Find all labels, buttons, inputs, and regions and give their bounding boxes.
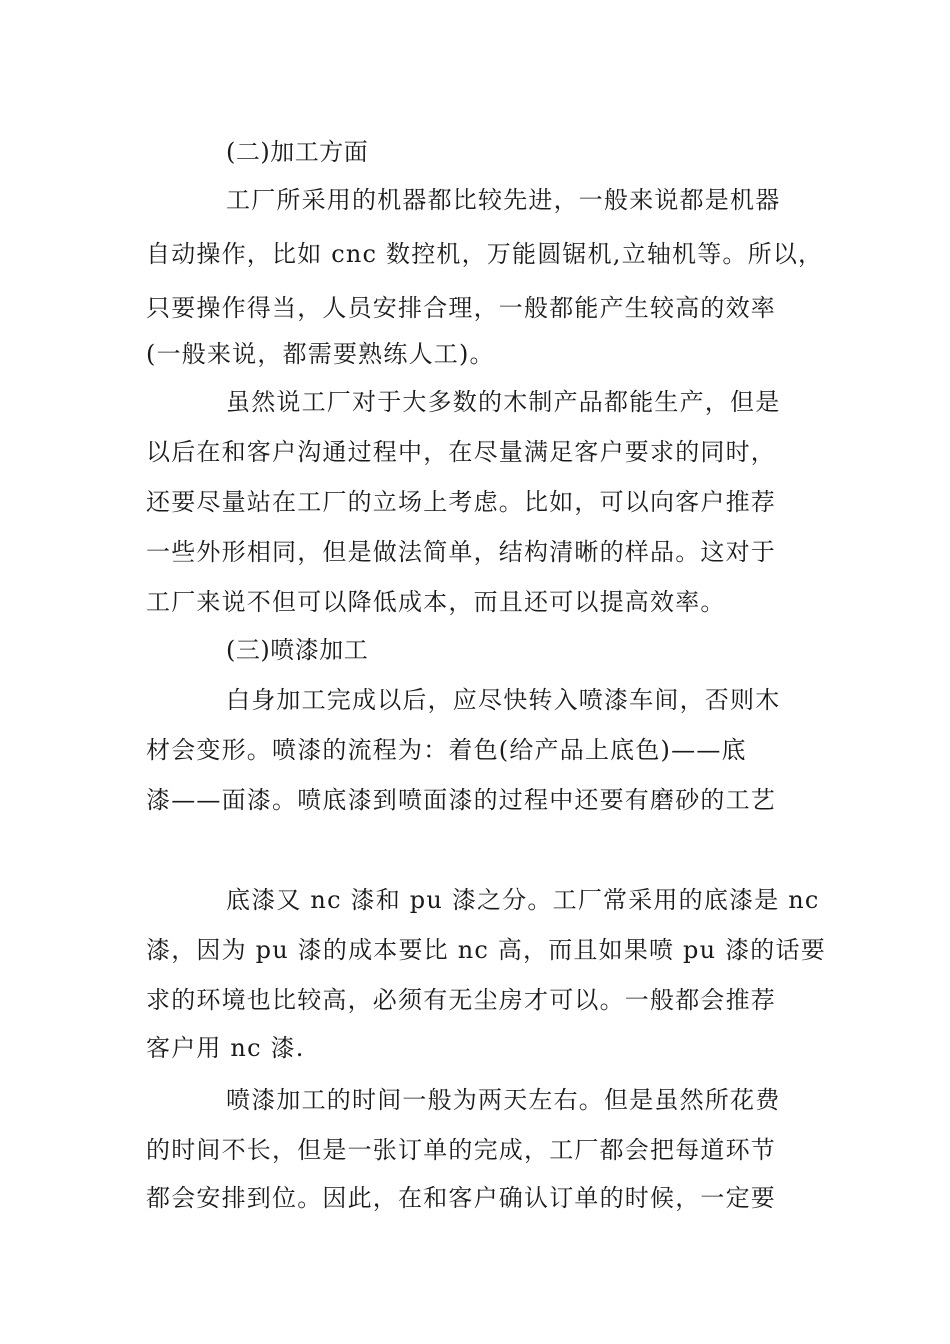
paragraph-line: 工厂所采用的机器都比较先进，一般来说都是机器	[226, 186, 781, 214]
section-heading-processing: (二)加工方面	[226, 138, 369, 166]
paragraph-line: 自动操作，比如 cnc 数控机，万能圆锯机,立轴机等。所以，	[146, 240, 824, 268]
paragraph-line: 客户用 nc 漆.	[146, 1034, 305, 1062]
paragraph-line: 求的环境也比较高，必须有无尘房才可以。一般都会推荐	[146, 986, 776, 1014]
paragraph-line: 工厂来说不但可以降低成本，而且还可以提高效率。	[146, 588, 726, 616]
paragraph-line: 喷漆加工的时间一般为两天左右。但是虽然所花费	[226, 1086, 781, 1114]
paragraph-line: 还要尽量站在工厂的立场上考虑。比如，可以向客户推荐	[146, 488, 776, 516]
section-heading-spray-painting: (三)喷漆加工	[226, 636, 369, 664]
paragraph-line: 以后在和客户沟通过程中，在尽量满足客户要求的同时，	[146, 438, 776, 466]
paragraph-line: 漆——面漆。喷底漆到喷面漆的过程中还要有磨砂的工艺	[146, 786, 776, 814]
paragraph-line: (一般来说，都需要熟练人工)。	[146, 340, 495, 368]
paragraph-line: 一些外形相同，但是做法简单，结构清晰的样品。这对于	[146, 538, 776, 566]
paragraph-line: 的时间不长，但是一张订单的完成，工厂都会把每道环节	[146, 1136, 776, 1164]
paragraph-line: 只要操作得当，人员安排合理，一般都能产生较高的效率	[146, 294, 776, 322]
paragraph-line: 底漆又 nc 漆和 pu 漆之分。工厂常采用的底漆是 nc	[226, 886, 820, 914]
paragraph-line: 白身加工完成以后，应尽快转入喷漆车间，否则木	[226, 686, 781, 714]
paragraph-line: 材会变形。喷漆的流程为：着色(给产品上底色)——底	[146, 736, 747, 764]
paragraph-line: 都会安排到位。因此，在和客户确认订单的时候，一定要	[146, 1184, 776, 1212]
paragraph-line: 漆，因为 pu 漆的成本要比 nc 高，而且如果喷 pu 漆的话要	[146, 936, 826, 964]
paragraph-line: 虽然说工厂对于大多数的木制产品都能生产，但是	[226, 388, 781, 416]
